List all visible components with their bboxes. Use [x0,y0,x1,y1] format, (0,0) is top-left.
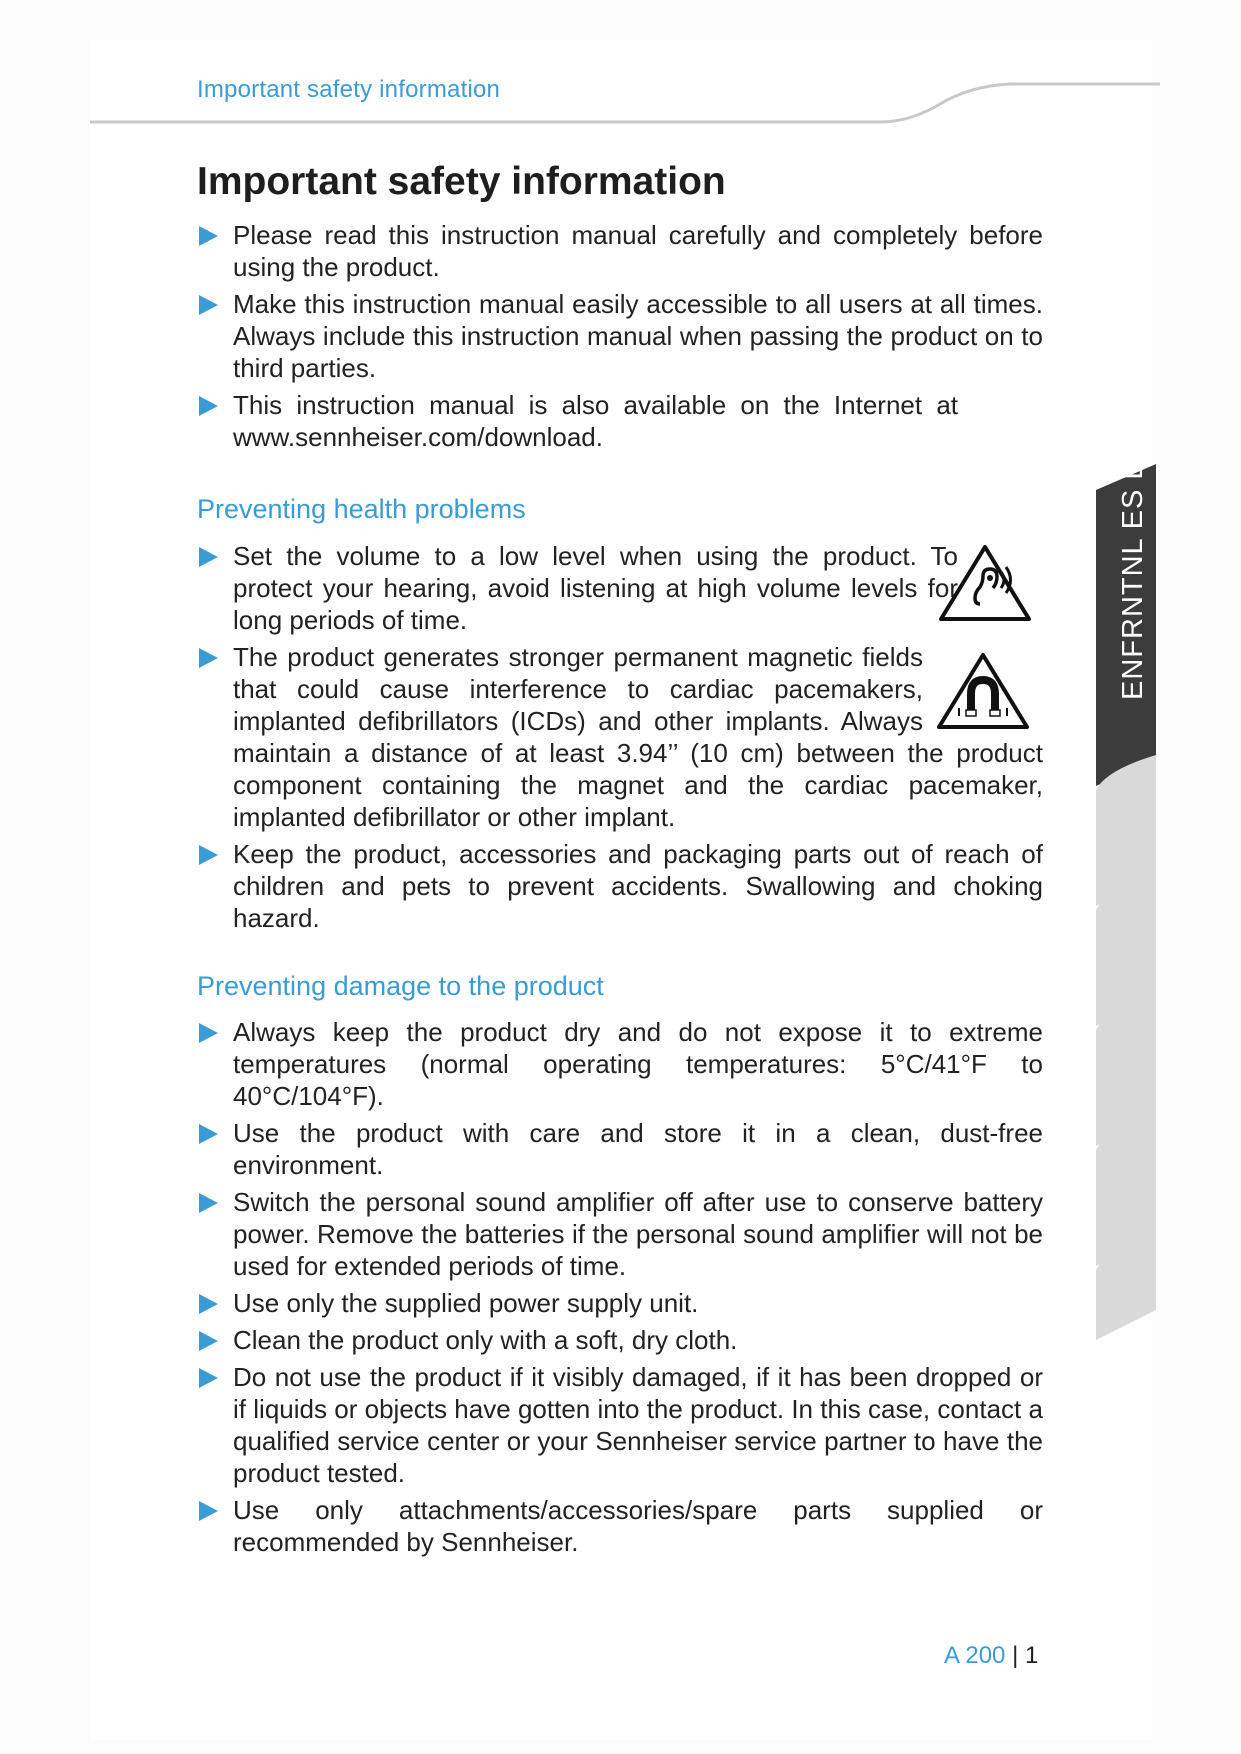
list-item: This instruction manual is also available on the Internet at www.sennheiser.com/download. [197,389,958,453]
bullet-arrow-icon [199,1368,218,1388]
model-name: A 200 [944,1642,1006,1669]
list-item: Keep the product, accessories and packaging parts out of reach of children and pets to prevent accidents. Swallowing and choking hazard. [197,838,1043,934]
damage-list [197,1016,1043,1558]
bullet-arrow-icon [199,1294,218,1314]
section-heading-health: Preventing health problems [197,494,526,524]
bullet-arrow-icon [199,1124,218,1144]
bullet-arrow-icon [199,1023,218,1043]
intro-list [197,219,1043,453]
list-item: The product generates stronger permanent magnetic fields that could cause interference to cardiac pacemakers, implanted defibrillators (ICDs) and other implants. Always maintain a distance of at least 3.94’’ (10 cm) between the product component containing the magnet and the cardiac pacemaker, implanted defibrillator or other implant. [197,641,1043,833]
page-footer [944,1642,1038,1670]
list-item: Switch the personal sound amplifier off after use to conserve battery power. Remove the batteries if the personal sound amplifier will not be used for extended periods of time. [197,1186,1043,1282]
bullet-arrow-icon [199,1501,218,1521]
bullet-arrow-icon [199,226,218,246]
header-rule [90,78,1160,128]
health-list [197,540,1043,934]
list-item: Use the product with care and store it in a clean, dust-free environment. [197,1117,1043,1181]
hearing-warning-icon [937,542,1033,624]
bullet-arrow-icon [199,396,218,416]
section-heading-damage: Preventing damage to the product [197,971,604,1001]
bullet-arrow-icon [199,547,218,567]
running-header: Important safety information [197,76,501,103]
list-item: Please read this instruction manual carefully and completely before using the product. [197,219,1043,283]
footer-separator: | [1012,1642,1019,1669]
language-tab-label: ENFRNTNL ES DE [1117,437,1149,700]
bullet-arrow-icon [199,1331,218,1351]
bullet-arrow-icon [199,845,218,865]
bullet-arrow-icon [199,295,218,315]
magnet-warning-icon [935,650,1031,732]
list-item: Use only attachments/accessories/spare parts supplied or recommended by Sennheiser. [197,1494,1043,1558]
list-item: Always keep the product dry and do not expose it to extreme temperatures (normal operating temperatures: 5°C/41°F to 40°C/104°F). [197,1016,1043,1112]
page-number: 1 [1024,1642,1039,1669]
list-item: Use only the supplied power supply unit. [197,1287,1043,1319]
list-item: Set the volume to a low level when using the product. To protect your hearing, avoid listening at high volume levels for long periods of time. [197,540,958,636]
bullet-arrow-icon [199,1193,218,1213]
list-item: Do not use the product if it visibly damaged, if it has been dropped or if liquids or objects have gotten into the product. In this case, contact a qualified service center or your Sennheiser service partner to have the product tested. [197,1361,1043,1489]
page-title: Important safety information [197,160,726,203]
bullet-arrow-icon [199,648,218,668]
list-item: Make this instruction manual easily accessible to all users at all times. Always include this instruction manual when passing the product on to third parties. [197,288,1043,384]
list-item: Clean the product only with a soft, dry cloth. [197,1324,1043,1356]
